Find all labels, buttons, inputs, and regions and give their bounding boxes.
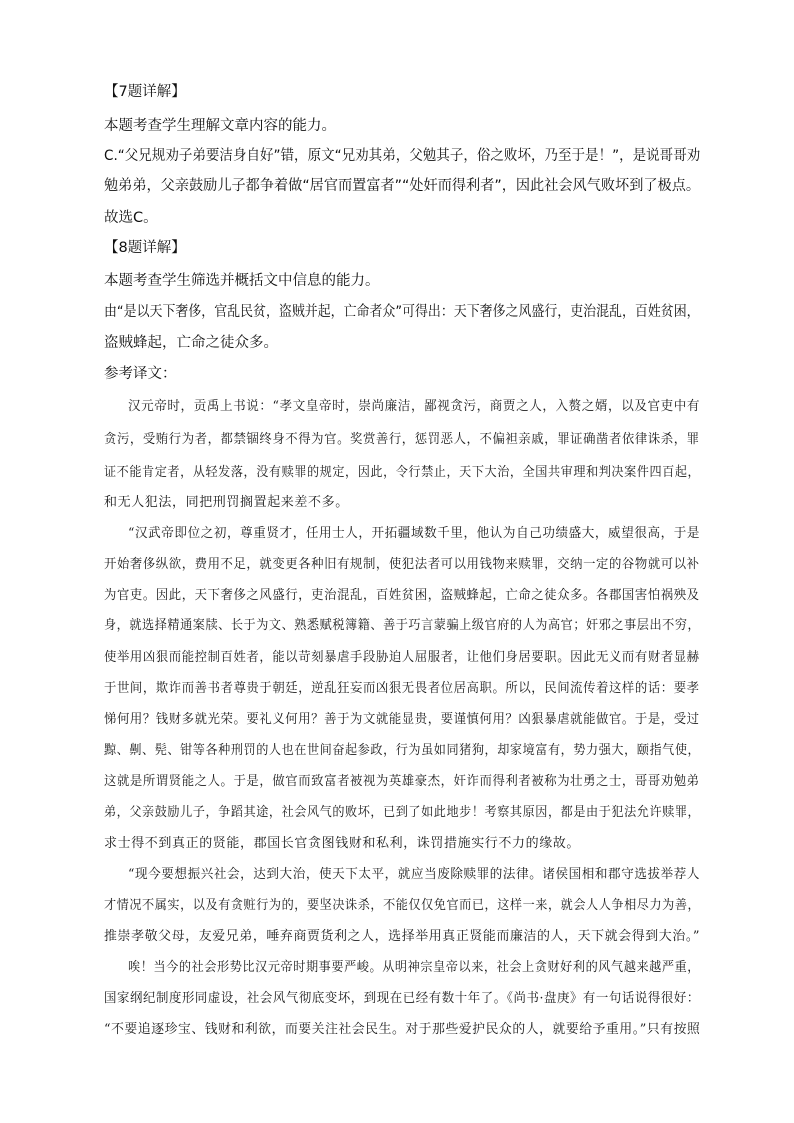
translation-line: 和无人犯法，同把刑罚搁置起来差不多。: [104, 495, 349, 510]
translation-line: 证不能肯定者，从轻发落，没有赎罪的规定，因此，令行禁止，天下大治，全国共审理和判决案件四百起，: [104, 465, 701, 480]
translation-label: 参考译文：: [104, 366, 177, 382]
translation-line: 这就是所谓贤能之人。于是，做官而致富者被视为英雄豪杰，奸诈而得利者被称为壮勇之士，哥哥劝勉弟: [104, 774, 700, 789]
section-7-intro: 本题考查学生理解文章内容的能力。: [104, 118, 336, 134]
translation-line: 国家纲纪制度形同虚设，社会风气彻底变坏，到现在已经有数十年了。《尚书·盘庚》有一句话说得很好：: [104, 991, 700, 1006]
translation-line: 才情况不属实，以及有贪赃行为的，要坚决诛杀，不能仅仅免官而已，这样一来，就会人人争相尽力为善，: [104, 898, 701, 913]
section-7-conclusion: 故选C。: [104, 210, 158, 226]
section-8-heading: 【8题详解】: [104, 240, 186, 256]
translation-line: 为官吏。因此，天下奢侈之风盛行，吏治混乱，百姓贫困，盗贼蜂起，亡命之徒众多。各郡国害怕祸殃及: [104, 588, 700, 603]
translation-line: 汉元帝时，贡禹上书说：“孝文皇帝时，崇尚廉洁，鄙视贪污，商贾之人，入赘之婿，以及官吏中有: [128, 399, 701, 414]
translation-line: “不要追逐珍宝、钱财和利欲，而要关注社会民生。对于那些爱护民众的人，就要给予重用。”只有按照: [104, 1022, 701, 1037]
translation-line: 弟，父亲鼓励儿子，争蹈其途，社会风气的败坏，已到了如此地步！考察其原因，都是由于犯法允许赎罪，: [104, 805, 701, 820]
translation-line: 唉！当今的社会形势比汉元帝时期事要严峻。从明神宗皇帝以来，社会上贪财好利的风气越来越严重，: [128, 960, 701, 975]
section-8-explanation-line-2: 盗贼蜂起，亡命之徒众多。: [104, 335, 278, 351]
translation-line: “汉武帝即位之初，尊重贤才，任用士人，开拓疆域数千里，他认为自己功绩盛大，威望很高，于是: [128, 526, 701, 541]
section-8-intro: 本题考查学生筛选并概括文中信息的能力。: [104, 273, 380, 289]
translation-line: 推崇孝敬父母，友爱兄弟，唾弃商贾货利之人，选择举用真正贤能而廉洁的人，天下就会得到大治。”: [104, 929, 701, 944]
translation-line: 开始奢侈纵欲，费用不足，就变更各种旧有规制，使犯法者可以用钱物来赎罪，交纳一定的谷物就可以补: [104, 557, 700, 572]
translation-line: 黥、劓、髡、钳等各种刑罚的人也在世间奋起参政，行为虽如同猪狗，却家境富有，势力强大，颐指气使，: [104, 743, 701, 758]
section-7-explanation-line-1: C.“父兄规劝子弟要洁身自好”错，原文“兄劝其弟，父勉其子，俗之败坏，乃至于是！”，是说哥哥劝: [104, 148, 701, 164]
section-8-explanation-line-1: 由“是以天下奢侈，官乱民贫，盗贼并起，亡命者众”可得出：天下奢侈之风盛行，吏治混乱，百姓贫困，: [104, 304, 700, 320]
translation-line: 贪污，受贿行为者，都禁锢终身不得为官。奖赏善行，惩罚恶人，不偏袒亲戚，罪证确凿者依律诛杀，罪: [104, 432, 700, 447]
translation-line: “现今要想振兴社会，达到大治，使天下太平，就应当废除赎罪的法律。诸侯国相和郡守选拔举荐人: [128, 867, 701, 882]
translation-line: 身，就选择精通案牍、长于为文、熟悉赋税簿籍、善于巧言蒙骗上级官府的人为高官；奸邪之事层出不穷，: [104, 618, 701, 633]
translation-line: 于世间，欺诈而善书者尊贵于朝廷，逆乱狂妄而凶狠无畏者位居高职。所以，民间流传着这样的话：要孝: [104, 681, 700, 696]
translation-line: 求士得不到真正的贤能，郡国长官贪图钱财和私利，诛罚措施实行不力的缘故。: [104, 836, 581, 851]
section-7-heading: 【7题详解】: [104, 84, 186, 100]
translation-line: 悌何用？钱财多就光荣。要礼义何用？善于为文就能显贵，要谨慎何用？凶狠暴虐就能做官。于是，受过: [104, 712, 700, 727]
section-7-explanation-line-2: 勉弟弟，父亲鼓励儿子都争着做“居官而置富者”“处奸而得利者”，因此社会风气败坏到了极点。: [104, 178, 701, 194]
translation-line: 使举用凶狠而能控制百姓者，能以苛刻暴虐手段胁迫人屈服者，让他们身居要职。因此无义而有财者显赫: [104, 650, 700, 665]
